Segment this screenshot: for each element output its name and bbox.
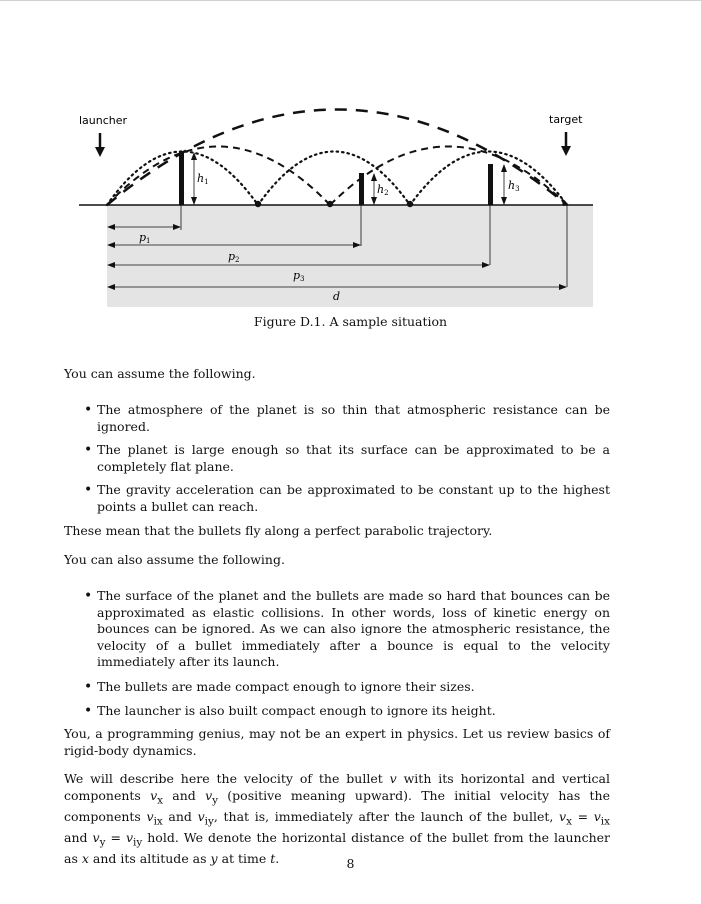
assumption-list-2 bbox=[64, 588, 610, 720]
sample-situation-figure bbox=[0, 0, 701, 310]
eq1-left-sub: x bbox=[566, 815, 572, 827]
var-v: v bbox=[389, 771, 397, 786]
obstacle-1 bbox=[179, 152, 184, 205]
eq2-right: v bbox=[125, 829, 134, 845]
text-run: with its horizontal and vertical components bbox=[64, 771, 610, 803]
h3-label: h3 bbox=[508, 179, 520, 193]
velocity-paragraph bbox=[64, 771, 610, 867]
assumption-list-1 bbox=[64, 402, 610, 515]
sub-iy: iy bbox=[204, 815, 214, 827]
eq2-right-sub: iy bbox=[133, 836, 143, 848]
obstacle-3 bbox=[488, 164, 493, 205]
eq2-left: v bbox=[92, 829, 100, 845]
bounce-point bbox=[407, 201, 413, 207]
assume-intro: You can assume the following. bbox=[64, 366, 256, 381]
var-vix: v bbox=[146, 808, 154, 824]
figure-caption: Figure D.1. A sample situation bbox=[253, 314, 448, 329]
eq1-right: v bbox=[593, 808, 601, 824]
list-item: • The gravity acceleration can be approximated to be constant up to the highest points a bullet can reach. bbox=[64, 482, 610, 515]
sub-ix: ix bbox=[153, 815, 163, 827]
text-run: and bbox=[163, 787, 206, 803]
var-vx: v bbox=[150, 787, 158, 803]
h2-label: h2 bbox=[377, 183, 389, 197]
trajectory-mid-dash2 bbox=[330, 147, 567, 206]
review-paragraph: You, a programming genius, may not be an expert in physics. Let us review basics of rigid-body dynamics. bbox=[64, 726, 610, 758]
text-run: . bbox=[275, 850, 280, 866]
var-vy: v bbox=[205, 787, 213, 803]
d-label: d bbox=[333, 290, 341, 303]
eq2-left-sub: y bbox=[99, 836, 106, 848]
bounce-point bbox=[255, 201, 261, 207]
ground-area bbox=[107, 205, 593, 307]
text-run: hold. We denote the horizontal distance of the bullet from the launcher as bbox=[64, 829, 611, 866]
list-item: • The planet is large enough so that its surface can be approximated to be a completely flat plane. bbox=[64, 442, 610, 475]
text-run: , that is, immediately after the launch of the bullet, bbox=[213, 808, 559, 824]
p1-label: p1 bbox=[139, 231, 151, 245]
var-y: y bbox=[210, 850, 218, 866]
p2-label: p2 bbox=[228, 250, 240, 264]
text-run: at time bbox=[217, 850, 271, 866]
obstacle-2 bbox=[359, 173, 364, 205]
launcher-arrow-icon bbox=[95, 133, 105, 157]
text-run: We will describe here the velocity of the bullet bbox=[64, 771, 390, 786]
p3-label: p3 bbox=[293, 269, 305, 283]
target-label: target bbox=[549, 113, 583, 126]
page-number: 8 bbox=[346, 856, 355, 871]
list-item: • The atmosphere of the planet is so thin that atmospheric resistance can be ignored. bbox=[64, 402, 610, 435]
sub-y: y bbox=[212, 794, 219, 806]
var-viy: v bbox=[197, 808, 205, 824]
eq1-equals: = bbox=[571, 808, 594, 824]
eq1-left: v bbox=[559, 808, 567, 824]
text-run: and bbox=[64, 829, 93, 845]
var-x: x bbox=[81, 850, 89, 866]
target-arrow-icon bbox=[561, 132, 571, 156]
list-item: • The surface of the planet and the bullets are made so hard that bounces can be approximated as elastic collisions. In other words, loss of kinetic energy on bounces can be ignored. As we can also ignore the atmospheric resistance, the velocity of a bullet immediately after a bounce is equal to the velocity immediately after its launch. bbox=[64, 588, 610, 671]
eq1-right-sub: ix bbox=[600, 815, 610, 827]
also-assume-intro: You can also assume the following. bbox=[64, 552, 285, 567]
list-item: • The launcher is also built compact enough to ignore its height. bbox=[64, 703, 610, 720]
launcher-label: launcher bbox=[79, 114, 128, 127]
list-item: • The bullets are made compact enough to ignore their sizes. bbox=[64, 679, 610, 696]
sub-x: x bbox=[157, 794, 164, 806]
text-run: and its altitude as bbox=[88, 850, 211, 866]
parabolic-statement: These mean that the bullets fly along a perfect parabolic trajectory. bbox=[64, 523, 493, 538]
h1-label: h1 bbox=[197, 172, 209, 186]
bounce-point bbox=[327, 201, 333, 207]
text-run: and bbox=[162, 808, 198, 824]
var-t: t bbox=[270, 850, 276, 866]
trajectory-mid-dash1 bbox=[107, 147, 330, 206]
eq2-equals: = bbox=[105, 829, 126, 845]
text-run: (positive meaning upward). The initial velocity has the components bbox=[64, 787, 610, 824]
